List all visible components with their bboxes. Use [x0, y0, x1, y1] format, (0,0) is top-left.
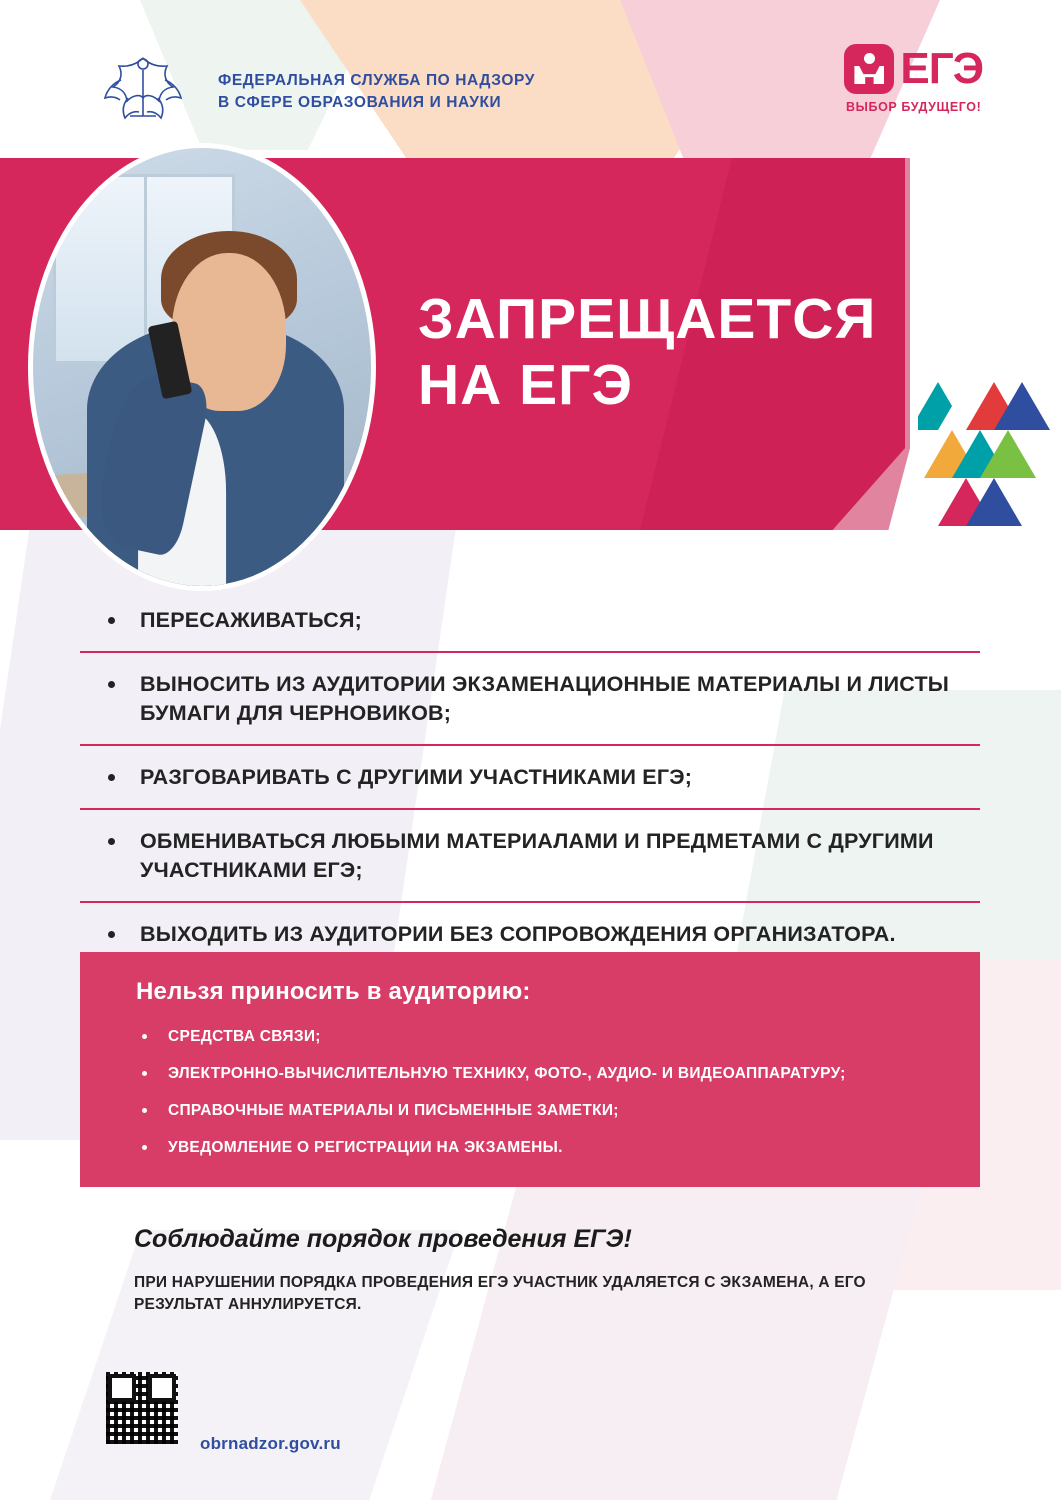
- triangle-cluster-svg: [918, 382, 1061, 532]
- page-title: [418, 286, 876, 418]
- prohibited-items-block: [80, 952, 980, 1187]
- list-item: РАЗГОВАРИВАТЬ С ДРУГИМИ УЧАСТНИКАМИ ЕГЭ;: [80, 744, 980, 808]
- list-item: ОБМЕНИВАТЬСЯ ЛЮБЫМИ МАТЕРИАЛАМИ И ПРЕДМЕТАМИ С ДРУГИМИ УЧАСТНИКАМИ ЕГЭ;: [80, 808, 980, 901]
- rosobrnadzor-eagle-icon: [88, 50, 198, 126]
- list-item: ПЕРЕСАЖИВАТЬСЯ;: [80, 592, 980, 651]
- list-item: ВЫНОСИТЬ ИЗ АУДИТОРИИ ЭКЗАМЕНАЦИОННЫЕ МАТЕРИАЛЫ И ЛИСТЫ БУМАГИ ДЛЯ ЧЕРНОВИКОВ;: [80, 651, 980, 744]
- triangle-cluster: [918, 382, 1061, 537]
- prohibited-items-title: Нельзя приносить в аудиторию:: [136, 978, 531, 1005]
- page-title-line1: ЗАПРЕЩАЕТСЯ: [418, 287, 877, 351]
- list-item: СРЕДСТВА СВЯЗИ;: [136, 1026, 948, 1048]
- ege-logo: [844, 44, 983, 114]
- page-header: [0, 0, 1061, 158]
- prohibited-actions-list: [80, 592, 980, 965]
- organization-name: [218, 70, 535, 114]
- ege-logo-tagline: ВЫБОР БУДУЩЕГО!: [846, 100, 982, 114]
- student-photo: [28, 143, 376, 591]
- list-item: УВЕДОМЛЕНИЕ О РЕГИСТРАЦИИ НА ЭКЗАМЕНЫ.: [136, 1137, 948, 1159]
- list-item: ВЫХОДИТЬ ИЗ АУДИТОРИИ БЕЗ СОПРОВОЖДЕНИЯ ОРГАНИЗАТОРА.: [80, 901, 980, 965]
- organization-name-line2: В СФЕРЕ ОБРАЗОВАНИЯ И НАУКИ: [218, 94, 502, 111]
- organization-name-line1: ФЕДЕРАЛЬНАЯ СЛУЖБА ПО НАДЗОРУ: [218, 72, 535, 89]
- list-item: СПРАВОЧНЫЕ МАТЕРИАЛЫ И ПИСЬМЕННЫЕ ЗАМЕТКИ;: [136, 1100, 948, 1122]
- bg-wash-bottom-left: [40, 1230, 460, 1500]
- footer-heading: Соблюдайте порядок проведения ЕГЭ!: [134, 1225, 632, 1253]
- page-title-line2: НА ЕГЭ: [418, 353, 634, 417]
- qr-code-icon[interactable]: [106, 1372, 178, 1444]
- website-url[interactable]: obrnadzor.gov.ru: [200, 1434, 341, 1453]
- ege-logo-word: ЕГЭ: [900, 44, 983, 93]
- footer-note: ПРИ НАРУШЕНИИ ПОРЯДКА ПРОВЕДЕНИЯ ЕГЭ УЧАСТНИК УДАЛЯЕТСЯ С ЭКЗАМЕНА, А ЕГО РЕЗУЛЬТАТ АННУЛИРУЕТСЯ.: [134, 1274, 866, 1313]
- ege-person-icon: [844, 44, 894, 94]
- list-item: ЭЛЕКТРОННО-ВЫЧИСЛИТЕЛЬНУЮ ТЕХНИКУ, ФОТО-, АУДИО- И ВИДЕОАППАРАТУРУ;: [136, 1063, 948, 1085]
